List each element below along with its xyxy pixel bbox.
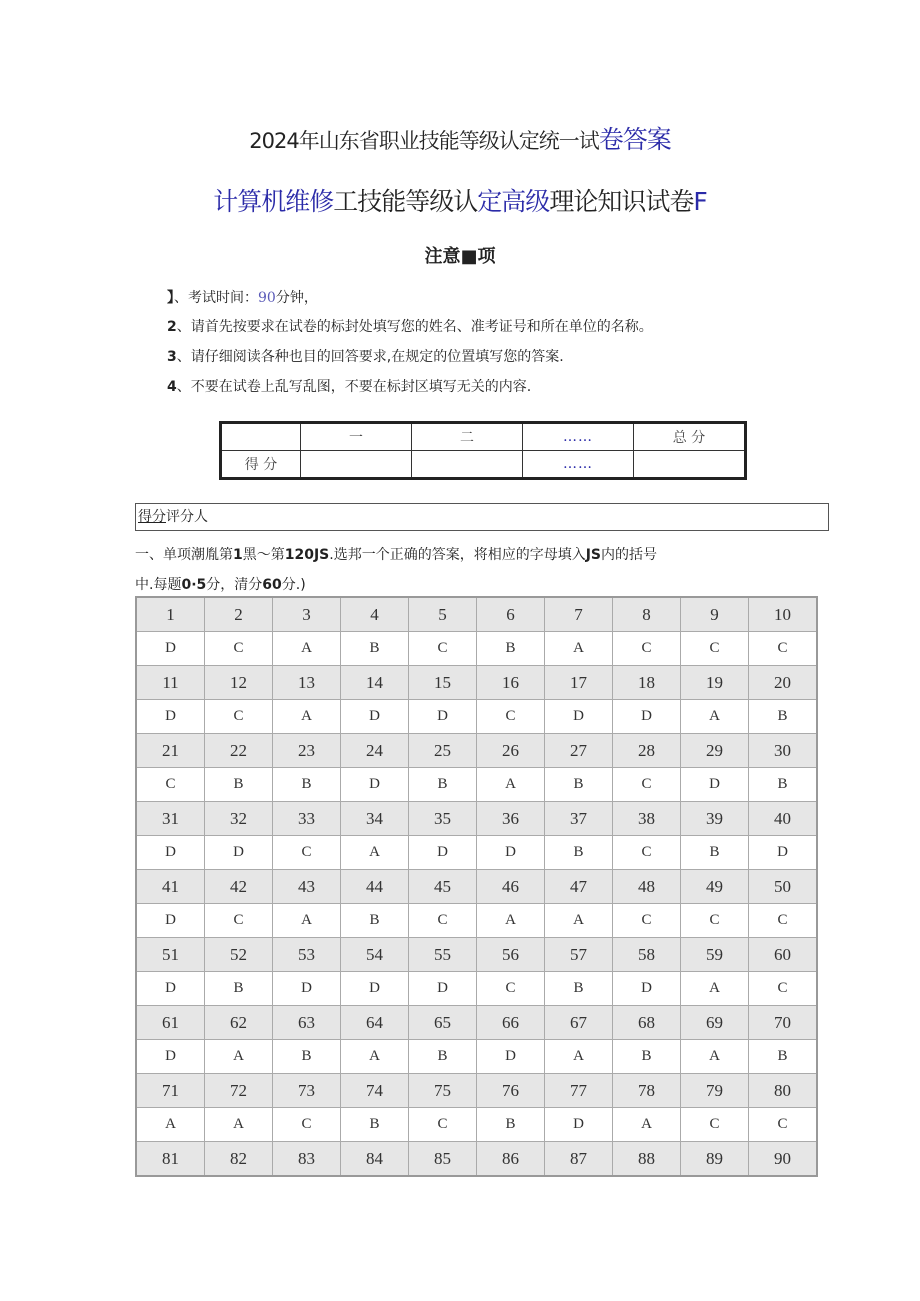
answer-cell: C (681, 632, 749, 666)
question-number-cell: 74 (341, 1074, 409, 1108)
question-number-cell: 34 (341, 802, 409, 836)
grader-score-label: 得分 (138, 509, 166, 525)
question-number-row (136, 938, 817, 972)
question-number-cell: 56 (477, 938, 545, 972)
answer-cell: D (136, 1040, 205, 1074)
question-number-cell: 79 (681, 1074, 749, 1108)
question-number-cell: 75 (409, 1074, 477, 1108)
score-table-row (221, 451, 746, 479)
instr-bold: 60 (262, 577, 282, 593)
answer-cell: D (749, 836, 818, 870)
question-number-cell: 83 (273, 1142, 341, 1177)
answer-cell: C (477, 972, 545, 1006)
answer-cell: C (749, 972, 818, 1006)
document-title (0, 124, 920, 157)
answer-cell: B (477, 632, 545, 666)
question-number-cell: 24 (341, 734, 409, 768)
answer-cell: C (205, 700, 273, 734)
score-cell (634, 451, 746, 479)
question-number-cell: 57 (545, 938, 613, 972)
answer-row (136, 632, 817, 666)
question-number-cell: 50 (749, 870, 818, 904)
question-number-cell: 27 (545, 734, 613, 768)
question-number-cell: 76 (477, 1074, 545, 1108)
answer-cell: B (749, 1040, 818, 1074)
question-number-cell: 70 (749, 1006, 818, 1040)
question-number-cell: 60 (749, 938, 818, 972)
answer-cell: D (477, 836, 545, 870)
question-number-cell: 59 (681, 938, 749, 972)
answer-cell: C (613, 836, 681, 870)
instr-text: 中.每题 (135, 577, 182, 593)
score-cell (221, 423, 301, 451)
question-number-row (136, 1074, 817, 1108)
answer-cell: B (205, 972, 273, 1006)
notice-text: 、请首先按要求在试卷的标封处填写您的姓名、准考证号和所在单位的名称。 (176, 319, 653, 335)
notice-highlight: 90 (258, 290, 276, 306)
question-number-cell: 45 (409, 870, 477, 904)
answer-cell: C (749, 632, 818, 666)
question-number-cell: 54 (341, 938, 409, 972)
title-part-2: 卷答案 (598, 125, 671, 154)
answer-cell: C (749, 1108, 818, 1142)
subtitle-seg-1: 计算机维修 (213, 187, 334, 216)
question-number-cell: 90 (749, 1142, 818, 1177)
subtitle-seg-5: F (693, 187, 707, 216)
answer-row (136, 904, 817, 938)
question-number-row (136, 802, 817, 836)
question-number-cell: 36 (477, 802, 545, 836)
answer-cell: D (613, 700, 681, 734)
answer-cell: B (749, 700, 818, 734)
instr-bold: JS (585, 547, 602, 563)
answer-cell: B (273, 768, 341, 802)
question-number-cell: 63 (273, 1006, 341, 1040)
answer-cell: C (273, 836, 341, 870)
answer-cell: B (613, 1040, 681, 1074)
question-number-cell: 73 (273, 1074, 341, 1108)
answer-row (136, 1108, 817, 1142)
answer-cell: D (681, 768, 749, 802)
question-number-cell: 46 (477, 870, 545, 904)
question-number-cell: 14 (341, 666, 409, 700)
score-cell: 一 (301, 423, 412, 451)
question-number-cell: 64 (341, 1006, 409, 1040)
answer-cell: D (205, 836, 273, 870)
instr-text: 黑〜第 (242, 547, 285, 563)
notice-num: 】 (167, 290, 174, 306)
question-number-cell: 39 (681, 802, 749, 836)
question-number-cell: 85 (409, 1142, 477, 1177)
question-number-cell: 86 (477, 1142, 545, 1177)
question-number-cell: 65 (409, 1006, 477, 1040)
notice-heading: 注意■项 (424, 246, 496, 267)
score-table-header (221, 423, 746, 451)
score-cell: …… (523, 451, 634, 479)
instr-bold: 1 (233, 547, 243, 563)
answer-cell: D (341, 768, 409, 802)
notice-text: 、考试时间： (174, 290, 258, 306)
question-number-cell: 68 (613, 1006, 681, 1040)
answer-cell: D (136, 836, 205, 870)
question-number-cell: 48 (613, 870, 681, 904)
answer-cell: B (409, 768, 477, 802)
notice-num: 4 (167, 379, 177, 395)
answer-cell: D (545, 1108, 613, 1142)
answer-cell: C (477, 700, 545, 734)
notice-num: 2 (167, 319, 177, 335)
question-number-cell: 23 (273, 734, 341, 768)
answer-cell: A (681, 1040, 749, 1074)
answer-cell: C (205, 632, 273, 666)
question-number-cell: 44 (341, 870, 409, 904)
answer-cell: D (409, 836, 477, 870)
answer-row (136, 1040, 817, 1074)
instr-text: 分.) (281, 577, 306, 593)
answer-cell: B (681, 836, 749, 870)
answer-cell: D (273, 972, 341, 1006)
question-number-cell: 52 (205, 938, 273, 972)
score-table (219, 421, 747, 480)
score-cell: 得 分 (221, 451, 301, 479)
answer-cell: C (273, 1108, 341, 1142)
score-cell: 总 分 (634, 423, 746, 451)
question-number-cell: 22 (205, 734, 273, 768)
instr-bold: 120JS (284, 547, 330, 563)
question-number-cell: 25 (409, 734, 477, 768)
question-number-cell: 77 (545, 1074, 613, 1108)
question-number-cell: 19 (681, 666, 749, 700)
answer-cell: A (341, 1040, 409, 1074)
question-number-cell: 49 (681, 870, 749, 904)
answer-cell: D (613, 972, 681, 1006)
answer-cell: A (545, 632, 613, 666)
question-number-cell: 42 (205, 870, 273, 904)
question-number-cell: 87 (545, 1142, 613, 1177)
answer-cell: B (545, 972, 613, 1006)
question-number-cell: 78 (613, 1074, 681, 1108)
answer-cell: A (273, 632, 341, 666)
answer-cell: C (409, 1108, 477, 1142)
question-number-cell: 4 (341, 597, 409, 632)
question-number-cell: 40 (749, 802, 818, 836)
notice-item-2 (167, 316, 653, 338)
answer-row (136, 972, 817, 1006)
score-cell (412, 451, 523, 479)
question-number-cell: 33 (273, 802, 341, 836)
answer-cell: C (613, 768, 681, 802)
notice-text: 、不要在试卷上乱写乱图，不要在标封区填写无关的内容. (176, 379, 532, 395)
question-number-cell: 72 (205, 1074, 273, 1108)
question-number-cell: 67 (545, 1006, 613, 1040)
answer-cell: A (273, 904, 341, 938)
answer-cell: C (749, 904, 818, 938)
question-number-cell: 6 (477, 597, 545, 632)
answer-cell: C (136, 768, 205, 802)
answer-cell: C (409, 904, 477, 938)
question-number-cell: 47 (545, 870, 613, 904)
notice-item-4 (167, 376, 531, 398)
instr-text: .选邦一个正确的答案，将相应的字母填入 (329, 547, 586, 563)
question-number-cell: 38 (613, 802, 681, 836)
answer-cell: D (341, 972, 409, 1006)
subtitle-seg-3: 定高级 (477, 187, 550, 216)
answer-cell: A (205, 1040, 273, 1074)
question-number-cell: 3 (273, 597, 341, 632)
question-number-cell: 28 (613, 734, 681, 768)
score-cell: 二 (412, 423, 523, 451)
question-number-cell: 30 (749, 734, 818, 768)
answer-cell: D (136, 972, 205, 1006)
answer-cell: B (341, 1108, 409, 1142)
answer-row (136, 768, 817, 802)
question-number-cell: 53 (273, 938, 341, 972)
answer-cell: B (545, 768, 613, 802)
question-number-cell: 10 (749, 597, 818, 632)
question-number-row (136, 1006, 817, 1040)
answer-cell: B (545, 836, 613, 870)
answer-cell: A (136, 1108, 205, 1142)
answer-cell: A (613, 1108, 681, 1142)
notice-item-3 (167, 346, 564, 368)
question-number-cell: 12 (205, 666, 273, 700)
question-number-cell: 15 (409, 666, 477, 700)
answer-cell: A (681, 972, 749, 1006)
question-number-cell: 55 (409, 938, 477, 972)
question-number-row (136, 666, 817, 700)
answer-cell: C (613, 904, 681, 938)
question-number-cell: 29 (681, 734, 749, 768)
question-number-cell: 62 (205, 1006, 273, 1040)
question-number-cell: 88 (613, 1142, 681, 1177)
answer-cell: D (545, 700, 613, 734)
answer-cell: A (205, 1108, 273, 1142)
subtitle-seg-4: 理论知识试卷 (549, 187, 694, 216)
answer-cell: D (409, 700, 477, 734)
question-number-cell: 18 (613, 666, 681, 700)
notice-item-1 (167, 287, 318, 309)
answer-cell: B (477, 1108, 545, 1142)
notice-text: 分钟， (275, 290, 318, 306)
answer-cell: B (409, 1040, 477, 1074)
answer-cell: A (341, 836, 409, 870)
instr-text: 一、单项潮胤第 (135, 547, 233, 563)
answer-cell: D (136, 632, 205, 666)
answer-table (135, 596, 818, 1177)
question-number-cell: 20 (749, 666, 818, 700)
question-number-cell: 1 (136, 597, 205, 632)
answer-cell: B (341, 632, 409, 666)
question-number-cell: 32 (205, 802, 273, 836)
question-number-row (136, 870, 817, 904)
question-number-cell: 17 (545, 666, 613, 700)
section-instruction-line-1 (135, 544, 657, 566)
question-number-cell: 43 (273, 870, 341, 904)
answer-row (136, 836, 817, 870)
answer-cell: A (681, 700, 749, 734)
section-instruction-line-2 (135, 574, 306, 596)
instr-text: 分，清分 (206, 577, 263, 593)
document-subtitle (0, 183, 920, 221)
notice-text: 、请仔细阅读各种也目的回答要求,在规定的位置填写您的答案. (176, 349, 564, 365)
question-number-cell: 84 (341, 1142, 409, 1177)
question-number-cell: 26 (477, 734, 545, 768)
answer-cell: C (681, 1108, 749, 1142)
answer-cell: A (477, 904, 545, 938)
instr-text: 内的括号 (601, 547, 658, 563)
question-number-row (136, 734, 817, 768)
title-part-1: 2024年山东省职业技能等级认定统一试 (249, 129, 599, 153)
answer-cell: B (341, 904, 409, 938)
grader-label: 评分人 (166, 509, 208, 525)
answer-cell: D (477, 1040, 545, 1074)
score-cell (301, 451, 412, 479)
question-number-cell: 71 (136, 1074, 205, 1108)
answer-cell: A (545, 1040, 613, 1074)
question-number-cell: 82 (205, 1142, 273, 1177)
instr-bold: 0·5 (181, 577, 207, 593)
answer-cell: A (545, 904, 613, 938)
score-cell: …… (523, 423, 634, 451)
answer-cell: A (273, 700, 341, 734)
question-number-cell: 2 (205, 597, 273, 632)
question-number-cell: 80 (749, 1074, 818, 1108)
answer-cell: B (205, 768, 273, 802)
question-number-cell: 37 (545, 802, 613, 836)
question-number-cell: 11 (136, 666, 205, 700)
question-number-cell: 13 (273, 666, 341, 700)
question-number-cell: 8 (613, 597, 681, 632)
answer-cell: C (409, 632, 477, 666)
question-number-cell: 9 (681, 597, 749, 632)
question-number-row (136, 1142, 817, 1177)
question-number-cell: 21 (136, 734, 205, 768)
question-number-cell: 69 (681, 1006, 749, 1040)
answer-cell: C (681, 904, 749, 938)
answer-cell: C (205, 904, 273, 938)
answer-cell: B (273, 1040, 341, 1074)
question-number-cell: 7 (545, 597, 613, 632)
answer-cell: D (341, 700, 409, 734)
question-number-cell: 81 (136, 1142, 205, 1177)
answer-cell: D (136, 904, 205, 938)
question-number-cell: 51 (136, 938, 205, 972)
answer-cell: D (409, 972, 477, 1006)
question-number-cell: 66 (477, 1006, 545, 1040)
question-number-cell: 41 (136, 870, 205, 904)
answer-cell: D (136, 700, 205, 734)
notice-num: 3 (167, 349, 177, 365)
question-number-cell: 61 (136, 1006, 205, 1040)
answer-row (136, 700, 817, 734)
question-number-row (136, 597, 817, 632)
grader-box (135, 503, 829, 531)
question-number-cell: 89 (681, 1142, 749, 1177)
answer-cell: B (749, 768, 818, 802)
answer-cell: C (613, 632, 681, 666)
question-number-cell: 16 (477, 666, 545, 700)
question-number-cell: 5 (409, 597, 477, 632)
subtitle-seg-2: 工技能等级认 (333, 187, 478, 216)
question-number-cell: 58 (613, 938, 681, 972)
question-number-cell: 31 (136, 802, 205, 836)
question-number-cell: 35 (409, 802, 477, 836)
answer-cell: A (477, 768, 545, 802)
